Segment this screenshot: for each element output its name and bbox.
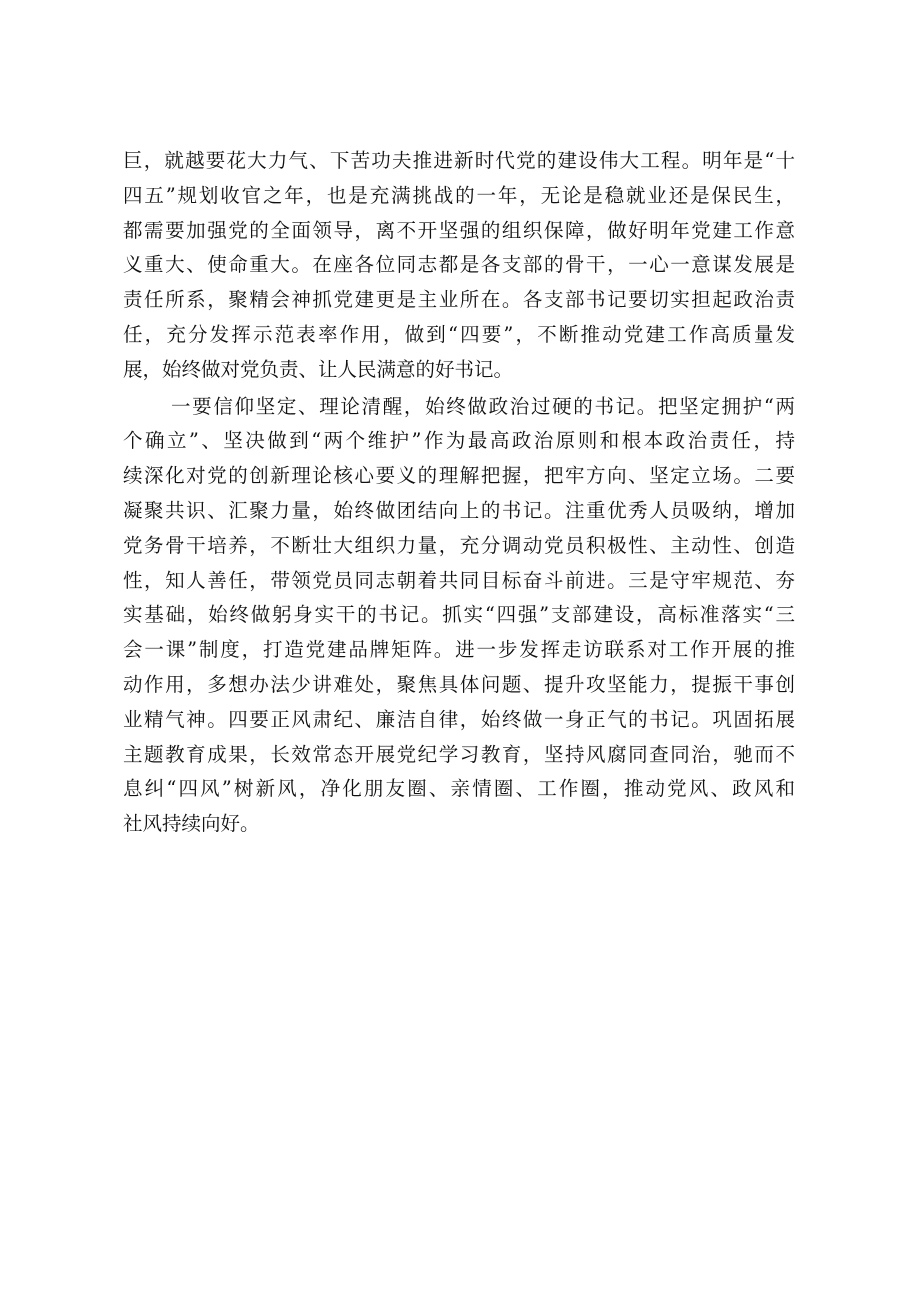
text-line: 义重大、使命重大。在座各位同志都是各支部的骨干，一心一意谋发展是 (123, 253, 795, 277)
text-line: 社风持续向好。 (123, 812, 260, 836)
document-body (123, 144, 795, 842)
text-line: 性，知人善任，带领党员同志朝着共同目标奋斗前进。三是守牢规范、夯 (123, 568, 795, 592)
text-line: 个确立”、坚决做到“两个维护”作为最高政治原则和根本政治责任，持 (123, 429, 795, 453)
text-line: 任，充分发挥示范表率作用，做到“四要”，不断推动党建工作高质量发 (123, 322, 795, 346)
text-line: 主题教育成果，长效常态开展党纪学习教育，坚持风腐同查同治，驰而不 (123, 742, 795, 766)
text-line: 责任所系，聚精会神抓党建更是主业所在。各支部书记要切实担起政治责 (123, 288, 795, 312)
text-line: 动作用，多想办法少讲难处，聚焦具体问题、提升攻坚能力，提振干事创 (123, 672, 795, 696)
text-line: 党务骨干培养，不断壮大组织力量，充分调动党员积极性、主动性、创造 (123, 533, 795, 557)
text-line: 一要信仰坚定、理论清醒，始终做政治过硬的书记。把坚定拥护“两 (171, 394, 795, 418)
text-line: 实基础，始终做躬身实干的书记。抓实“四强”支部建设，高标准落实“三 (123, 603, 795, 627)
text-line: 业精气神。四要正风肃纪、廉洁自律，始终做一身正气的书记。巩固拓展 (123, 707, 795, 731)
text-line: 都需要加强党的全面领导，离不开坚强的组织保障，做好明年党建工作意 (123, 218, 795, 242)
paragraph-1 (123, 144, 795, 388)
text-line: 续深化对党的创新理论核心要义的理解把握，把牢方向、坚定立场。二要 (123, 464, 795, 488)
text-line: 会一课”制度，打造党建品牌矩阵。进一步发挥走访联系对工作开展的推 (123, 638, 795, 662)
paragraph-2 (123, 390, 795, 842)
text-line: 四五”规划收官之年，也是充满挑战的一年，无论是稳就业还是保民生， (123, 183, 795, 207)
text-line: 凝聚共识、汇聚力量，始终做团结向上的书记。注重优秀人员吸纳，增加 (123, 498, 795, 522)
text-line: 巨，就越要花大力气、下苦功夫推进新时代党的建设伟大工程。明年是“十 (123, 149, 795, 172)
text-line: 展，始终做对党负责、让人民满意的好书记。 (123, 357, 514, 381)
text-line: 息纠“四风”树新风，净化朋友圈、亲情圈、工作圈，推动党风、政风和 (123, 777, 795, 801)
